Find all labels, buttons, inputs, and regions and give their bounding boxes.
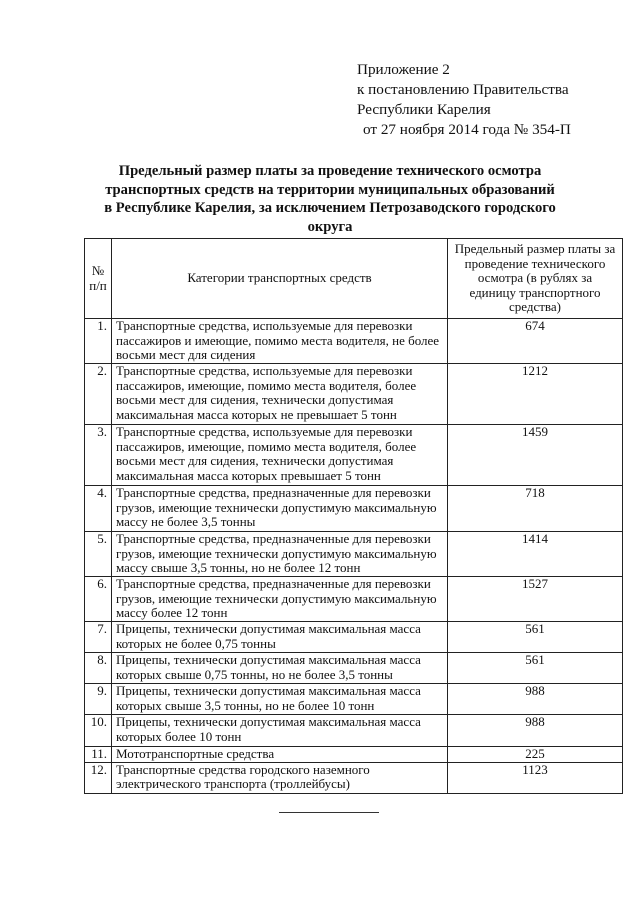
table-row: [85, 364, 623, 425]
row-number: 10.: [85, 715, 112, 747]
row-fee: 718: [448, 486, 623, 532]
row-category: Транспортные средства, используемые для перевозки пассажиров, имеющие, помимо места водителя, более восьми мест для сидения, технически допустимая максимальная масса которых не превышает 5 тонн: [112, 364, 448, 425]
closing-divider: [279, 812, 379, 813]
row-number: 6.: [85, 577, 112, 622]
row-category: Транспортные средства, предназначенные для перевозки грузов, имеющие технически допустимую максимальную массу свыше 3,5 тонны, но не более 12 тонн: [112, 532, 448, 577]
header-category: Категории транспортных средств: [112, 239, 448, 319]
row-number: 1.: [85, 319, 112, 364]
row-category: Транспортные средства, предназначенные для перевозки грузов, имеющие технически допустимую максимальную массу не более 3,5 тонны: [112, 486, 448, 532]
row-category: Прицепы, технически допустимая максимальная масса которых свыше 3,5 тонны, но не более 10 тонн: [112, 684, 448, 715]
row-fee: 1414: [448, 532, 623, 577]
row-category: Транспортные средства, используемые для перевозки пассажиров, имеющие, помимо места водителя, более восьми мест для сидения, технически допустимая максимальная масса которых превышает 5 тонн: [112, 425, 448, 486]
document-title: [100, 162, 560, 236]
row-fee: 1459: [448, 425, 623, 486]
appendix-date-number: от 27 ноября 2014 года № 354-П: [363, 121, 571, 138]
table-row: [85, 486, 623, 532]
fee-table: [84, 238, 623, 794]
row-category: Транспортные средства, предназначенные для перевозки грузов, имеющие технически допустимую максимальную массу более 12 тонн: [112, 577, 448, 622]
table-row: [85, 762, 623, 793]
appendix-label: Приложение 2: [357, 61, 450, 78]
table-row: [85, 319, 623, 364]
row-fee: 225: [448, 747, 623, 763]
row-number: 8.: [85, 653, 112, 684]
appendix-resolution-ref: к постановлению Правительства: [357, 81, 569, 98]
row-category: Прицепы, технически допустимая максимальная масса которых не более 0,75 тонны: [112, 622, 448, 653]
row-number: 9.: [85, 684, 112, 715]
appendix-block: [357, 60, 571, 140]
row-fee: 1123: [448, 762, 623, 793]
row-number: 4.: [85, 486, 112, 532]
table-row: [85, 715, 623, 747]
row-number: 3.: [85, 425, 112, 486]
table-row: [85, 653, 623, 684]
row-fee: 1527: [448, 577, 623, 622]
row-number: 7.: [85, 622, 112, 653]
row-number: 2.: [85, 364, 112, 425]
appendix-authority: Республики Карелия: [357, 101, 491, 118]
row-category: Прицепы, технически допустимая максимальная масса которых свыше 0,75 тонны, но не более 3,5 тонны: [112, 653, 448, 684]
title-line-4: округа: [307, 218, 353, 235]
row-category: Мототранспортные средства: [112, 747, 448, 763]
header-number: № п/п: [85, 239, 112, 319]
table-row: [85, 425, 623, 486]
title-line-2: транспортных средств на территории муниципальных образований: [105, 181, 555, 198]
row-fee: 1212: [448, 364, 623, 425]
table-row: [85, 577, 623, 622]
title-line-1: Предельный размер платы за проведение технического осмотра: [118, 163, 542, 179]
row-fee: 988: [448, 684, 623, 715]
row-fee: 561: [448, 622, 623, 653]
table-row: [85, 532, 623, 577]
row-category: Транспортные средства городского наземного электрического транспорта (троллейбусы): [112, 762, 448, 793]
header-fee: Предельный размер платы за проведение технического осмотра (в рублях за единицу транспортного средства): [448, 239, 623, 319]
row-category: Транспортные средства, используемые для перевозки пассажиров и имеющие, помимо места водителя, не более восьми мест для сидения: [112, 319, 448, 364]
row-number: 12.: [85, 762, 112, 793]
row-number: 11.: [85, 747, 112, 763]
row-number: 5.: [85, 532, 112, 577]
title-line-3: в Республике Карелия, за исключением Петрозаводского городского: [104, 200, 556, 216]
table-header-row: [85, 239, 623, 319]
table-row: [85, 622, 623, 653]
table-row: [85, 747, 623, 763]
row-fee: 988: [448, 715, 623, 747]
row-category: Прицепы, технически допустимая максимальная масса которых более 10 тонн: [112, 715, 448, 747]
row-fee: 674: [448, 319, 623, 364]
row-fee: 561: [448, 653, 623, 684]
table-row: [85, 684, 623, 715]
